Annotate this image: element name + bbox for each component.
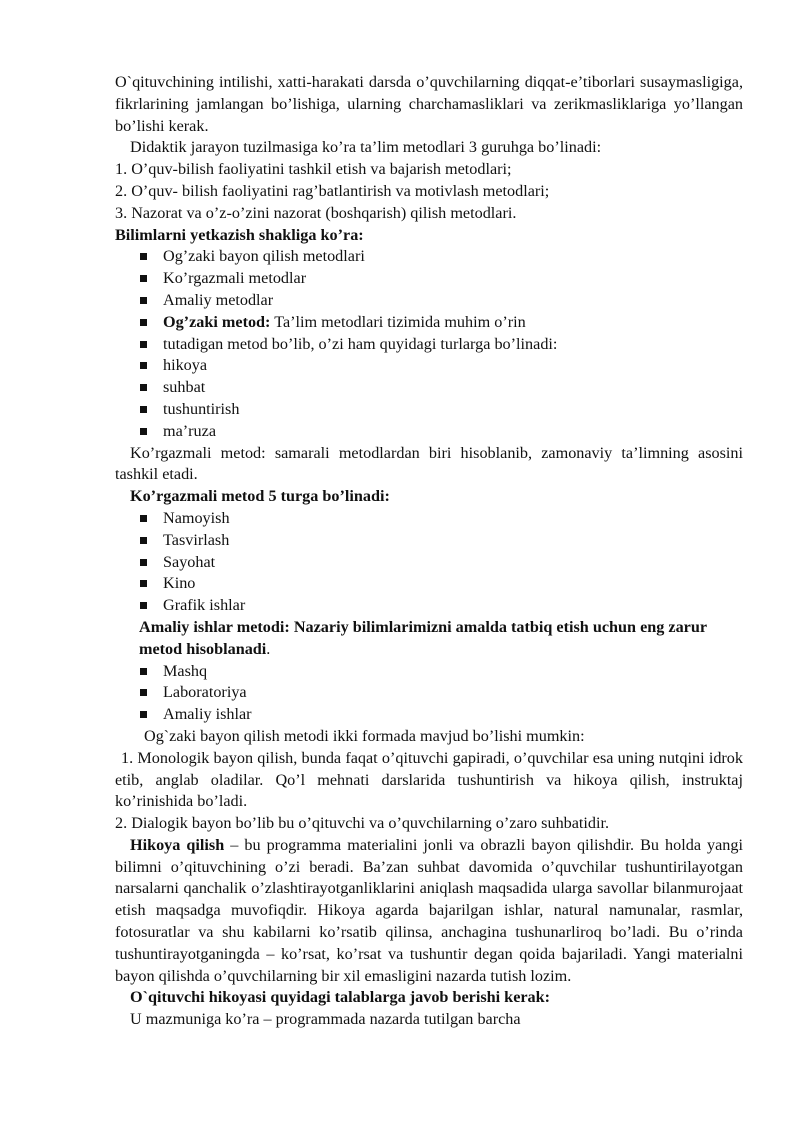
dialogik-paragraph: 2. Dialogik bayon bo’lib bu o’qituvchi va o’quvchilarning o’zaro suhbatidir. <box>115 814 610 833</box>
list-item: Laboratoriya <box>140 682 743 704</box>
list-item: Namoyish <box>140 508 743 530</box>
square-bullet-icon <box>140 341 147 348</box>
group-item-2: 2. O’quv- bilish faoliyatini rag’batlantirish va motivlash metodlari; <box>115 181 550 200</box>
square-bullet-icon <box>140 406 147 413</box>
square-bullet-icon <box>140 602 147 609</box>
document-page <box>115 72 743 1031</box>
list-item: suhbat <box>140 377 743 399</box>
list-item: Grafik ishlar <box>140 595 743 617</box>
list-item: ma’ruza <box>140 421 743 443</box>
heading-bilimlarni: Bilimlarni yetkazish shakliga ko’ra: <box>115 225 364 244</box>
ogzaki-forma-paragraph: Og`zaki bayon qilish metodi ikki formada mavjud bo’lishi mumkin: <box>144 726 585 745</box>
square-bullet-icon <box>140 362 147 369</box>
list-item: Mashq <box>140 661 743 683</box>
heading-amaliy: Amaliy ishlar metodi: Nazariy bilimlarimizni amalda tatbiq etish uchun eng zarur metod hisoblanadi. <box>139 617 707 658</box>
list-item: Amaliy metodlar <box>140 290 743 312</box>
square-bullet-icon <box>140 668 147 675</box>
hikoya-paragraph: Hikoya qilish – bu programma materialini jonli va obrazli bayon qilishdir. Bu holda yangi bilimni o’qituvchining o’zi beradi. Ba’zan suhbat davomida o’quvchilar tushuntirilayotgan narsalarni qanchalik o’zlashtirayotganliklarini aniqlash maqsadida ularga savollar bilanmurojaat etish maqsadga muvofiqdir. Hikoya agarda bajarilgan ishlar, natural namunalar, rasmlar, fotosuratlar va shu kabilarni ko’rsatib qilinsa, anchagina tushunarliroq bo’ladi. Bu o’rinda tushuntirayotganingda – ko’rsat, ko’rsat va tushuntir degan qoida bajariladi. Yangi materialni bayon qilishda o’quvchilarning bir xil emasligini nazarda tutish lozim. <box>115 835 743 985</box>
square-bullet-icon <box>140 515 147 522</box>
square-bullet-icon <box>140 711 147 718</box>
hikoya-label: Hikoya qilish <box>130 835 225 854</box>
didaktik-paragraph: Didaktik jarayon tuzilmasiga ko’ra ta’lim metodlari 3 guruhga bo’linadi: <box>130 138 602 157</box>
last-paragraph: U mazmuniga ko’ra – programmada nazarda tutilgan barcha <box>130 1010 521 1029</box>
square-bullet-icon <box>140 384 147 391</box>
list-item: hikoya <box>140 355 743 377</box>
list-item: Ko’rgazmali metodlar <box>140 268 743 290</box>
square-bullet-icon <box>140 275 147 282</box>
square-bullet-icon <box>140 559 147 566</box>
square-bullet-icon <box>140 253 147 260</box>
square-bullet-icon <box>140 580 147 587</box>
korgazmali-list <box>115 508 743 617</box>
heading-korgazmali: Ko’rgazmali metod 5 turga bo’linadi: <box>130 487 390 506</box>
list-item: tushuntirish <box>140 399 743 421</box>
method-list <box>115 246 743 442</box>
group-item-1: 1. O’quv-bilish faoliyatini tashkil etish va bajarish metodlari; <box>115 160 512 179</box>
square-bullet-icon <box>140 537 147 544</box>
heading-talablar: O`qituvchi hikoyasi quyidagi talablarga javob berishi kerak: <box>130 988 551 1007</box>
list-item: Kino <box>140 573 743 595</box>
square-bullet-icon <box>140 428 147 435</box>
list-item: Amaliy ishlar <box>140 704 743 726</box>
list-item: Og’zaki bayon qilish metodlari <box>140 246 743 268</box>
list-item: Sayohat <box>140 552 743 574</box>
list-item: Og’zaki metod: Ta’lim metodlari tizimida muhim o’rin <box>140 312 743 334</box>
square-bullet-icon <box>140 319 147 326</box>
square-bullet-icon <box>140 297 147 304</box>
list-item: Tasvirlash <box>140 530 743 552</box>
monologik-paragraph: 1. Monologik bayon qilish, bunda faqat o’qituvchi gapiradi, o’quvchilar esa uning nutqini idrok etib, anglab oladilar. Qo’l mehnati darslarida tushuntirish va hikoya qilish, instruktaj ko’rinishida bo’ladi. <box>115 748 743 811</box>
ogzaki-label: Og’zaki metod: <box>163 312 271 331</box>
square-bullet-icon <box>140 689 147 696</box>
list-item: tutadigan metod bo’lib, o’zi ham quyidagi turlarga bo’linadi: <box>140 334 743 356</box>
group-item-3: 3. Nazorat va o’z-o’zini nazorat (boshqarish) qilish metodlari. <box>115 203 517 222</box>
amaliy-list <box>115 661 743 726</box>
intro-paragraph: O`qituvchining intilishi, xatti-harakati darsda o’quvchilarning diqqat-e’tiborlari susaymasligiga, fikrlarining jamlangan bo’lishiga, ularning charchamasliklari va zerikmasliklariga yo’llangan bo’lishi kerak. <box>115 73 743 135</box>
korgazmali-paragraph: Ko’rgazmali metod: samarali metodlardan biri hisoblanib, zamonaviy ta’limning asosini tashkil etadi. <box>115 443 743 484</box>
